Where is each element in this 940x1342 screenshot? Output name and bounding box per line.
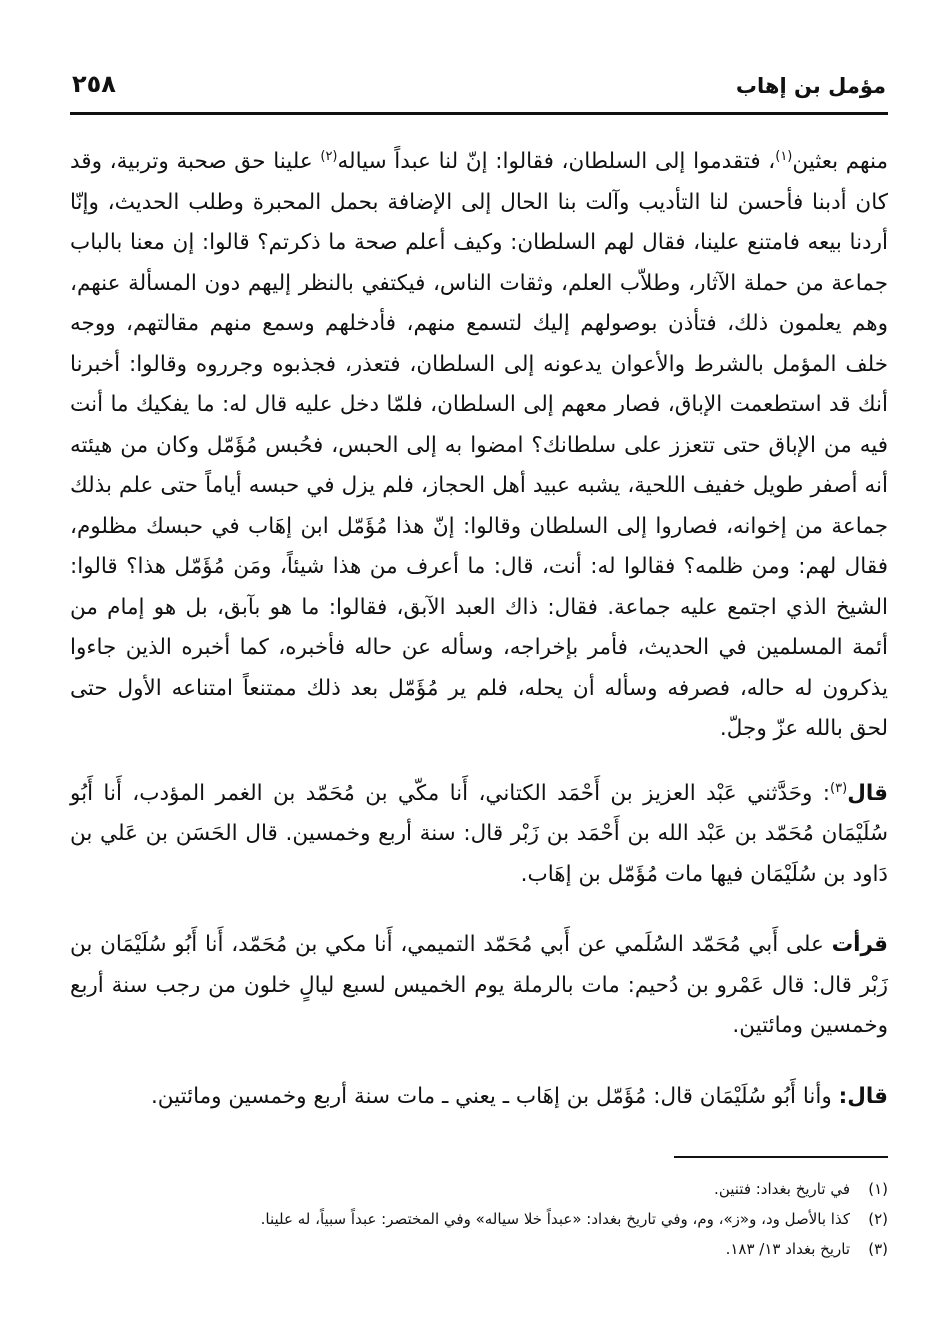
footnote-3: [70, 1234, 888, 1264]
paragraph-text: علينا حق صحبة وتربية، وقد كان أدبنا فأحسن لنا التأديب وآلت بنا الحال إلى الإضافة بحمل المحبرة وطلب الحديث، وإنّا أردنا بيعه فامتنع علينا، فقال لهم السلطان: وكيف أعلم صحة ما ذكرتم؟ قالوا: إن معنا بالباب جماعة من حملة الآثار، وطلاّب العلم، وثقات الناس، فيكتفي بالنظر إليهم دون المسألة عنهم، وهم يعلمون ذلك، فتأذن بوصولهم إليك لتسمع منهم، فأدخلهم وسمع منهم مقالتهم، ووجه خلف المؤمل بالشرط والأعوان يدعونه إلى السلطان، فتعذر، فجذبوه وجرروه وقالوا: أخبرنا أنك قد استطعمت الإباق، فصار معهم إلى السلطان، فلمّا دخل عليه قال له: ما يفكيك ما أنت فيه من الإباق حتى تتعزز على سلطانك؟ امضوا به إلى الحبس، فحُبس مُؤَمّل وكان من هيئته أنه أصفر طويل خفيف اللحية، يشبه عبيد أهل الحجاز، فلم يزل في حبسه أياماً حتى علم بذلك جماعة من إخوانه، فصاروا إلى السلطان وقالوا: إنّ هذا مُؤَمّل ابن إهَاب في حبسك مظلوم، فقال لهم: ومن ظلمه؟ فقالوا له: أنت، قال: ما أعرف من هذا شيئاً، ومَن مُؤَمّل هذا؟ قالوا: الشيخ الذي اجتمع عليه جماعة. فقال: ذاك العبد الآبق، فقالوا: ما هو بآبق، بل هو إمام من أئمة المسلمين في الحديث، فأمر بإخراجه، وسأله عن حاله فأخبره، كما أخبره الذين جاءوا يذكرون له حاله، فصرفه وسأله أن يحله، فلم ير مُؤَمّل بعد ذلك ممتنعاً امتناعه الأول حتى لحق بالله عزّ وجلّ.: [70, 149, 888, 741]
footnote-number: (٣): [868, 1240, 888, 1258]
running-header: [70, 60, 888, 115]
footnote-ref-2: (٢): [320, 148, 338, 164]
footnote-number: (١): [868, 1180, 888, 1198]
footnote-text: في تاريخ بغداد: فتنين.: [714, 1180, 850, 1198]
footnote-text: كذا بالأصل ود، و«ز»، وم، وفي تاريخ بغداد: «عبداً خلا سياله» وفي المختصر: عبداً سبياً، له علينا.: [260, 1210, 850, 1228]
footnote-1: [70, 1174, 888, 1204]
paragraph-2: [70, 774, 888, 896]
paragraph-text: على أَبي مُحَمّد السُلَمي عن أَبي مُحَمّد التميمي، أَنا مكي بن مُحَمّد، أَنا أَبُو سُلَيْمَان بن زَبْر قال: قال عَمْرو بن دُحيم: مات بالرملة يوم الخميس لسبع ليالٍ خلون من رجب سنة أربع وخمسين ومائتين.: [70, 932, 888, 1038]
paragraph-text: ، فتقدموا إلى السلطان، فقالوا: إنّ لنا عبداً سياله: [337, 149, 776, 174]
footnote-number: (٢): [868, 1210, 888, 1228]
paragraph-text: منهم بعثين: [792, 149, 888, 174]
paragraph-4: [70, 1077, 888, 1118]
footnote-divider: [674, 1156, 888, 1158]
paragraph-1: [70, 142, 888, 750]
book-page: [70, 60, 888, 1320]
paragraph-lead: قال:: [838, 1083, 888, 1109]
footnote-ref-3: (٣): [830, 780, 848, 796]
paragraph-text: : وحَدَّثني عَبْد العزيز بن أَحْمَد الكتاني، أَنا مكّي بن مُحَمّد بن الغمر المؤدب، أَنا أَبُو سُلَيْمَان مُحَمّد بن عَبْد الله بن أَحْمَد بن زَبْر قال: سنة أربع وخمسين. قال الحَسَن بن عَلي بن دَاود بن سُلَيْمَان فيها مات مُؤَمّل بن إهَاب.: [70, 780, 888, 887]
page-number: ٢٥٨: [72, 70, 116, 98]
main-text: [70, 142, 888, 1147]
footnote-2: [70, 1204, 888, 1234]
paragraph-lead: قال: [847, 780, 888, 806]
footnote-text: تاريخ بغداد ١٣/ ١٨٣.: [725, 1240, 850, 1258]
paragraph-3: [70, 925, 888, 1047]
paragraph-lead: قرأت: [831, 932, 888, 957]
footnote-ref-1: (١): [775, 148, 793, 164]
running-title: مؤمل بن إهاب: [735, 74, 886, 98]
footnotes: [70, 1174, 888, 1264]
paragraph-text: وأنا أَبُو سُلَيْمَان قال: مُؤَمّل بن إهَاب ـ يعني ـ مات سنة أربع وخمسين ومائتين.: [150, 1083, 839, 1109]
